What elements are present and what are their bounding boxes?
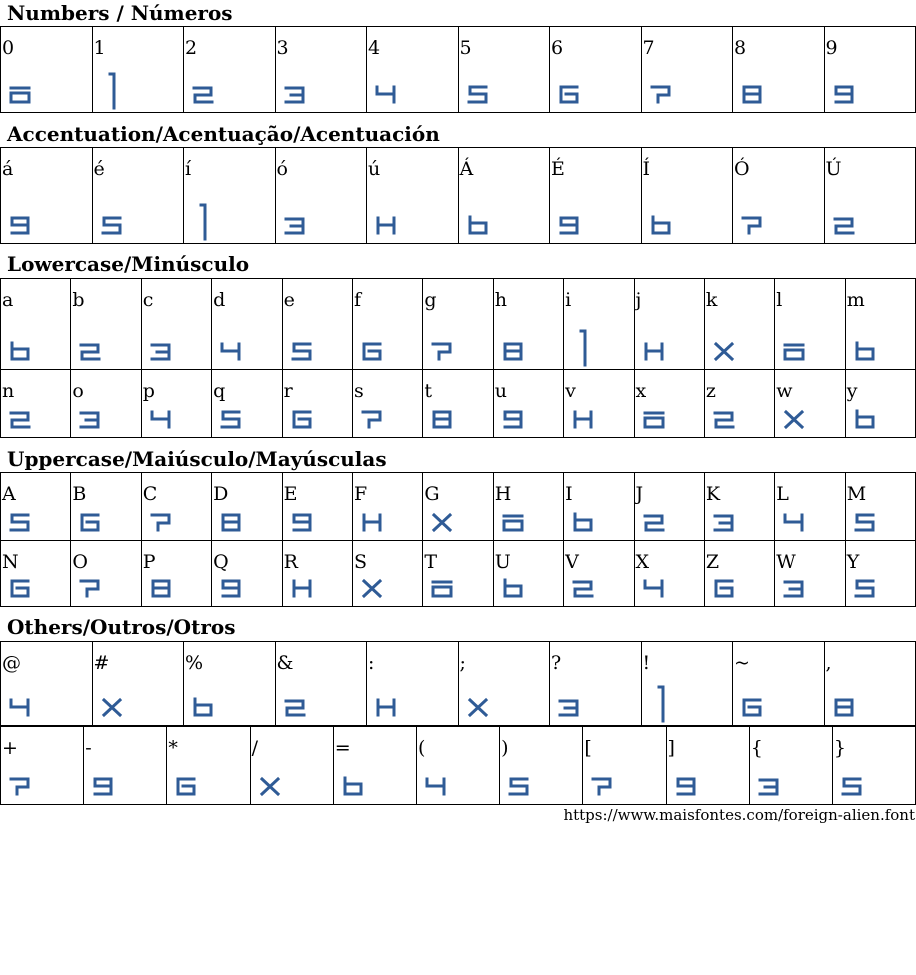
glyph-cell [275, 148, 367, 244]
glyph-cell [184, 27, 276, 113]
glyph-sample-icon [149, 576, 173, 600]
glyph-label: 1 [93, 37, 106, 59]
glyph-sample-icon [501, 339, 525, 363]
section-title-accents: Accentuation/Acentuação/Acentuación [7, 122, 440, 146]
glyph-cell [1, 279, 71, 370]
glyph-sample-icon [782, 510, 806, 534]
glyph-label: C [142, 483, 158, 505]
glyph-label: D [213, 483, 229, 505]
glyph-label: é [93, 158, 105, 180]
glyph-cell [458, 642, 550, 726]
glyph-cell [1, 27, 93, 113]
glyph-sample-icon [219, 407, 243, 431]
glyph-label: # [93, 652, 110, 674]
glyph-cell [352, 541, 422, 607]
glyph-sample-icon [782, 407, 806, 431]
glyph-cell [141, 370, 211, 438]
glyph-label: f [353, 289, 361, 311]
glyph-cell [634, 370, 704, 438]
glyph-cell [641, 148, 733, 244]
glyph-cell [282, 541, 352, 607]
glyph-label: í [185, 158, 192, 180]
glyph-sample-icon [430, 339, 454, 363]
glyph-cell [423, 473, 493, 541]
glyph-sample-icon [360, 510, 384, 534]
glyph-label: W [776, 551, 796, 573]
glyph-cell [423, 370, 493, 438]
glyph-sample-icon [219, 510, 243, 534]
glyph-sample-icon [8, 510, 32, 534]
lowercase-grid [0, 278, 916, 438]
glyph-sample-icon [501, 576, 525, 600]
glyph-cell [641, 642, 733, 726]
glyph-sample-icon [740, 695, 764, 719]
glyph-cell [775, 541, 845, 607]
glyph-cell [212, 279, 282, 370]
glyph-sample-icon [8, 576, 32, 600]
glyph-sample-icon [832, 213, 856, 237]
glyph-cell [493, 279, 563, 370]
glyph-sample-icon [853, 339, 877, 363]
glyph-cell [550, 642, 642, 726]
glyph-label: j [635, 289, 642, 311]
glyph-label: r [283, 380, 293, 402]
glyph-label: [ [584, 737, 592, 759]
glyph-sample-icon [757, 774, 781, 798]
glyph-label: ) [501, 737, 509, 759]
glyph-label: ] [667, 737, 675, 759]
glyph-cell [275, 642, 367, 726]
glyph-sample-icon [557, 82, 581, 106]
glyph-label: a [2, 289, 14, 311]
glyph-label: : [368, 652, 375, 674]
glyph-sample-icon [191, 695, 215, 719]
glyph-sample-icon [642, 339, 666, 363]
glyph-label: H [494, 483, 512, 505]
glyph-cell [775, 370, 845, 438]
glyph-label: & [276, 652, 294, 674]
glyph-sample-icon [590, 774, 614, 798]
glyph-sample-icon [174, 774, 198, 798]
glyph-sample-icon [853, 576, 877, 600]
glyph-label: ! [642, 652, 651, 674]
glyph-label: O [72, 551, 88, 573]
glyph-sample-icon [191, 82, 215, 106]
glyph-sample-icon [501, 510, 525, 534]
glyph-label: ~ [734, 652, 750, 674]
glyph-sample-icon [642, 576, 666, 600]
glyph-label: V [565, 551, 579, 573]
glyph-sample-icon [466, 695, 490, 719]
glyph-sample-icon [424, 774, 448, 798]
glyph-cell [367, 27, 459, 113]
glyph-sample-icon [740, 213, 764, 237]
glyph-label: Á [459, 158, 474, 180]
glyph-cell [704, 279, 774, 370]
glyph-cell [845, 473, 915, 541]
glyph-label: 7 [642, 37, 655, 59]
glyph-sample-icon [649, 82, 673, 106]
glyph-sample-icon [571, 510, 595, 534]
glyph-cell [564, 370, 634, 438]
glyph-label: - [85, 737, 92, 759]
glyph-label: l [776, 289, 783, 311]
glyph-cell [641, 27, 733, 113]
glyph-sample-icon [557, 695, 581, 719]
glyph-label: B [72, 483, 87, 505]
glyph-sample-icon [649, 213, 673, 237]
glyph-cell [1, 727, 84, 805]
glyph-sample-icon [571, 576, 595, 600]
glyph-label: , [825, 652, 832, 674]
glyph-sample-icon [290, 576, 314, 600]
glyph-label: É [551, 158, 565, 180]
glyph-label: n [2, 380, 15, 402]
glyph-label: Y [846, 551, 860, 573]
glyph-cell [416, 727, 499, 805]
glyph-label: y [846, 380, 858, 402]
glyph-cell [845, 279, 915, 370]
glyph-cell [275, 27, 367, 113]
glyph-cell [282, 473, 352, 541]
glyph-cell [749, 727, 832, 805]
glyph-sample-icon [571, 339, 595, 363]
glyph-cell [775, 279, 845, 370]
glyph-cell [282, 370, 352, 438]
glyph-sample-icon [712, 576, 736, 600]
glyph-cell [583, 727, 666, 805]
glyph-label: G [424, 483, 440, 505]
glyph-cell [352, 370, 422, 438]
glyph-sample-icon [283, 82, 307, 106]
glyph-label: q [213, 380, 226, 402]
uppercase-grid [0, 472, 916, 607]
section-title-numbers: Numbers / Números [7, 1, 233, 25]
glyph-label: i [565, 289, 572, 311]
glyph-label: o [72, 380, 84, 402]
glyph-sample-icon [8, 695, 32, 719]
glyph-label: w [776, 380, 793, 402]
glyph-sample-icon [290, 510, 314, 534]
glyph-label: @ [2, 652, 21, 674]
glyph-cell [550, 148, 642, 244]
glyph-sample-icon [149, 407, 173, 431]
glyph-label: h [494, 289, 507, 311]
glyph-cell [212, 370, 282, 438]
glyph-sample-icon [649, 695, 673, 719]
section-title-uppercase: Uppercase/Maiúsculo/Mayúsculas [7, 447, 387, 471]
glyph-sample-icon [283, 695, 307, 719]
glyph-sample-icon [91, 774, 115, 798]
glyph-sample-icon [832, 82, 856, 106]
glyph-sample-icon [374, 695, 398, 719]
glyph-sample-icon [78, 510, 102, 534]
glyph-label: x [635, 380, 647, 402]
glyph-cell [733, 642, 825, 726]
glyph-label: 6 [551, 37, 564, 59]
glyph-label: m [846, 289, 865, 311]
glyph-label: R [283, 551, 298, 573]
glyph-label: P [142, 551, 156, 573]
glyph-sample-icon [712, 339, 736, 363]
glyph-sample-icon [501, 407, 525, 431]
glyph-label: } [833, 737, 846, 759]
glyph-cell [71, 279, 141, 370]
glyph-sample-icon [712, 407, 736, 431]
glyph-cell [1, 370, 71, 438]
glyph-cell [458, 27, 550, 113]
glyph-label: 0 [2, 37, 15, 59]
glyph-sample-icon [360, 339, 384, 363]
glyph-label: d [213, 289, 226, 311]
glyph-cell [1, 473, 71, 541]
glyph-label: E [283, 483, 298, 505]
glyph-sample-icon [100, 213, 124, 237]
glyph-sample-icon [832, 695, 856, 719]
glyph-cell [634, 541, 704, 607]
glyph-sample-icon [571, 407, 595, 431]
glyph-sample-icon [853, 510, 877, 534]
glyph-label: J [635, 483, 644, 505]
glyph-cell [832, 727, 915, 805]
glyph-sample-icon [374, 82, 398, 106]
glyph-label: t [424, 380, 432, 402]
glyph-sample-icon [191, 213, 215, 237]
glyph-label: Q [213, 551, 229, 573]
glyph-sample-icon [78, 407, 102, 431]
glyph-label: Í [642, 158, 651, 180]
glyph-label: { [750, 737, 763, 759]
glyph-cell [634, 473, 704, 541]
glyph-cell [1, 148, 93, 244]
glyph-sample-icon [8, 213, 32, 237]
glyph-cell [704, 541, 774, 607]
glyph-sample-icon [341, 774, 365, 798]
glyph-label: / [251, 737, 258, 759]
glyph-label: Ó [734, 158, 750, 180]
glyph-cell [84, 727, 167, 805]
glyph-cell [212, 473, 282, 541]
glyph-sample-icon [100, 695, 124, 719]
glyph-cell [564, 541, 634, 607]
glyph-label: F [353, 483, 368, 505]
accents-grid [0, 147, 916, 244]
glyph-cell [824, 27, 916, 113]
glyph-cell [845, 541, 915, 607]
glyph-label: K [705, 483, 721, 505]
glyph-sample-icon [840, 774, 864, 798]
glyph-cell [141, 279, 211, 370]
glyph-label: 2 [185, 37, 198, 59]
glyph-label: u [494, 380, 507, 402]
glyph-label: v [565, 380, 576, 402]
glyph-label: 3 [276, 37, 289, 59]
glyph-sample-icon [853, 407, 877, 431]
glyph-label: A [2, 483, 16, 505]
section-title-others: Others/Outros/Otros [7, 615, 236, 639]
glyph-cell [423, 279, 493, 370]
glyph-sample-icon [374, 213, 398, 237]
glyph-cell [167, 727, 250, 805]
glyph-cell [92, 148, 184, 244]
glyph-sample-icon [430, 576, 454, 600]
glyph-cell [733, 27, 825, 113]
glyph-cell [550, 27, 642, 113]
glyph-sample-icon [8, 339, 32, 363]
glyph-label: % [185, 652, 204, 674]
glyph-cell [666, 727, 749, 805]
glyph-label: s [353, 380, 364, 402]
section-title-lowercase: Lowercase/Minúsculo [7, 252, 250, 276]
glyph-label: L [776, 483, 789, 505]
glyph-sample-icon [430, 407, 454, 431]
glyph-cell [71, 541, 141, 607]
glyph-sample-icon [740, 82, 764, 106]
glyph-cell [423, 541, 493, 607]
glyph-label: ( [417, 737, 426, 759]
glyph-label: ; [459, 652, 466, 674]
glyph-label: 5 [459, 37, 472, 59]
others-grid-2 [0, 726, 916, 805]
glyph-sample-icon [290, 407, 314, 431]
glyph-label: T [424, 551, 438, 573]
glyph-label: z [705, 380, 716, 402]
glyph-sample-icon [8, 407, 32, 431]
glyph-label: 4 [368, 37, 381, 59]
glyph-label: I [565, 483, 573, 505]
glyph-label: ó [276, 158, 288, 180]
glyph-cell [564, 473, 634, 541]
glyph-cell [367, 148, 459, 244]
glyph-sample-icon [557, 213, 581, 237]
glyph-sample-icon [8, 82, 32, 106]
glyph-cell [1, 642, 93, 726]
glyph-sample-icon [782, 339, 806, 363]
glyph-cell [500, 727, 583, 805]
glyph-label: á [2, 158, 14, 180]
glyph-cell [212, 541, 282, 607]
glyph-label: U [494, 551, 511, 573]
glyph-sample-icon [466, 213, 490, 237]
glyph-cell [71, 473, 141, 541]
glyph-sample-icon [466, 82, 490, 106]
glyph-cell [184, 148, 276, 244]
glyph-sample-icon [8, 774, 32, 798]
glyph-sample-icon [78, 339, 102, 363]
glyph-sample-icon [642, 407, 666, 431]
glyph-cell [92, 642, 184, 726]
glyph-cell [352, 279, 422, 370]
glyph-sample-icon [100, 82, 124, 106]
numbers-grid [0, 26, 916, 113]
glyph-label: e [283, 289, 295, 311]
glyph-label: + [2, 737, 18, 759]
glyph-label: S [353, 551, 367, 573]
glyph-cell [493, 541, 563, 607]
glyph-sample-icon [782, 576, 806, 600]
glyph-label: 8 [734, 37, 747, 59]
glyph-cell [1, 541, 71, 607]
glyph-label: Z [705, 551, 720, 573]
glyph-sample-icon [360, 407, 384, 431]
glyph-cell [141, 541, 211, 607]
glyph-label: N [2, 551, 19, 573]
glyph-cell [92, 27, 184, 113]
glyph-cell [704, 370, 774, 438]
glyph-cell [704, 473, 774, 541]
glyph-sample-icon [149, 510, 173, 534]
glyph-label: ú [368, 158, 381, 180]
glyph-cell [775, 473, 845, 541]
glyph-label: ? [551, 652, 562, 674]
glyph-label: Ú [825, 158, 842, 180]
glyph-sample-icon [430, 510, 454, 534]
glyph-cell [250, 727, 333, 805]
glyph-cell [184, 642, 276, 726]
glyph-cell [824, 642, 916, 726]
glyph-cell [733, 148, 825, 244]
glyph-cell [493, 370, 563, 438]
glyph-cell [493, 473, 563, 541]
glyph-sample-icon [712, 510, 736, 534]
glyph-cell [367, 642, 459, 726]
glyph-sample-icon [283, 213, 307, 237]
source-url[interactable]: https://www.maisfontes.com/foreign-alien.font [563, 806, 915, 824]
glyph-sample-icon [290, 339, 314, 363]
glyph-sample-icon [258, 774, 282, 798]
glyph-cell [564, 279, 634, 370]
glyph-cell [634, 279, 704, 370]
glyph-label: c [142, 289, 154, 311]
glyph-sample-icon [219, 576, 243, 600]
glyph-cell [333, 727, 416, 805]
glyph-cell [141, 473, 211, 541]
glyph-cell [71, 370, 141, 438]
glyph-sample-icon [360, 576, 384, 600]
glyph-cell [352, 473, 422, 541]
glyph-sample-icon [507, 774, 531, 798]
glyph-sample-icon [149, 339, 173, 363]
glyph-label: = [334, 737, 351, 759]
glyph-cell [458, 148, 550, 244]
glyph-label: * [168, 737, 178, 759]
glyph-sample-icon [219, 339, 243, 363]
others-grid-1 [0, 641, 916, 726]
glyph-label: b [72, 289, 85, 311]
glyph-cell [845, 370, 915, 438]
glyph-label: 9 [825, 37, 838, 59]
glyph-label: p [142, 380, 155, 402]
glyph-sample-icon [78, 576, 102, 600]
glyph-sample-icon [642, 510, 666, 534]
glyph-label: M [846, 483, 867, 505]
glyph-label: g [424, 289, 437, 311]
glyph-label: X [635, 551, 650, 573]
glyph-cell [824, 148, 916, 244]
glyph-sample-icon [674, 774, 698, 798]
glyph-label: k [705, 289, 718, 311]
glyph-cell [282, 279, 352, 370]
